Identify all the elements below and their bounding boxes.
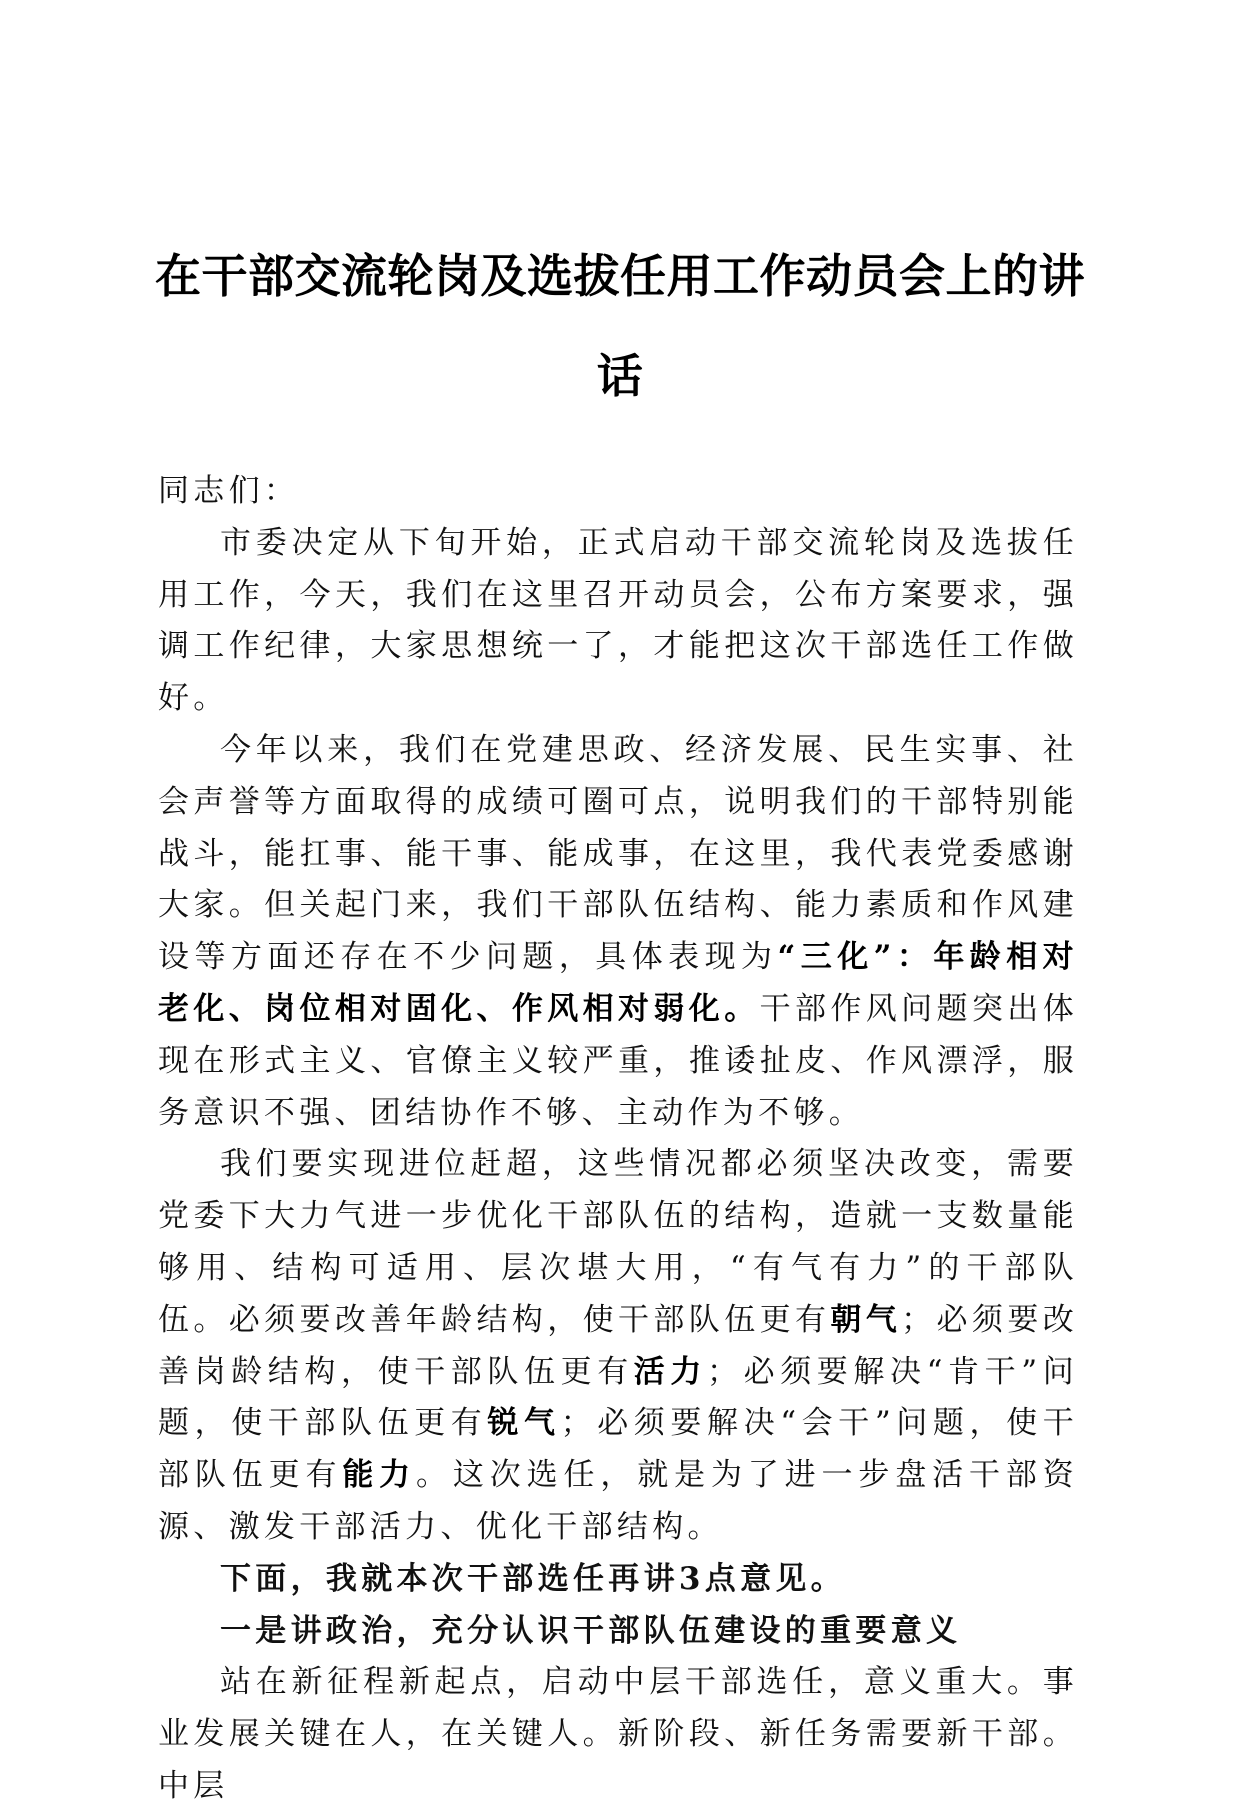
- paragraph-2-text-c: 干部作风问题突出体现在形式主义、官僚主义较严重，推诿扯皮、作风漂浮，服务意识不强、团结协作不够、主动作为不够。: [158, 990, 1078, 1131]
- paragraph-3-text-a: 我们要实现进位赶超，这些情况都必须坚决改变，需要党委下大力气进一步优化干部队伍的结构，造就一支数量能够用、结构可适用、层次堪大用，“有气有力”的干部队伍。必须要改善年龄结构，使干部队伍更有: [158, 1146, 1078, 1338]
- section-heading-1: 一是讲政治，充分认识干部队伍建设的重要意义: [220, 1612, 962, 1649]
- document-body: [158, 466, 1078, 1813]
- paragraph-3-text-c: ；必须要改善岗龄结构，使干部队伍更有: [158, 1301, 1079, 1390]
- paragraph-1: 市委决定从下旬开始，正式启动干部交流轮岗及选拔任用工作，今天，我们在这里召开动员会，公布方案要求，强调工作纪律，大家思想统一了，才能把这次干部选任工作做好。: [158, 524, 1078, 717]
- paragraph-4-intro: 下面，我就本次干部选任再讲3点意见。: [220, 1560, 846, 1597]
- paragraph-3-text-i: 。这次选任，就是为了进一步盘活干部资源、激发干部活力、优化干部结构。: [158, 1457, 1078, 1545]
- emphasis-nengli: 能力: [342, 1457, 417, 1494]
- emphasis-ruiqi: 锐气: [487, 1405, 561, 1442]
- emphasis-zhaoqi: 朝气: [830, 1301, 902, 1338]
- three-issues-emphasis: “三化”：年龄相对老化、岗位相对固化、作风相对弱化。: [158, 939, 1078, 1027]
- salutation: 同志们：: [158, 473, 300, 509]
- paragraph-5: 站在新征程新起点，启动中层干部选任，意义重大。事业发展关键在人，在关键人。新阶段、新任务需要新干部。中层: [158, 1664, 1078, 1804]
- paragraph-2-text-a: 今年以来，我们在党建思政、经济发展、民生实事、社会声誉等方面取得的成绩可圈可点，说明我们的干部特别能战斗，能扛事、能干事、能成事，在这里，我代表党委感谢大家。但关起门来，我们干部队伍结构、能力素质和作风建设等方面还存在不少问题，具体表现为: [158, 731, 1078, 976]
- paragraph-2: [158, 725, 1078, 1139]
- paragraph-3-text-g: ；必须要解决“会干”问题，使干部队伍更有: [158, 1405, 1078, 1494]
- emphasis-huoli: 活力: [633, 1353, 707, 1390]
- document-title: 在干部交流轮岗及选拔任用工作动员会上的讲话: [155, 249, 1085, 403]
- paragraph-3: [158, 1139, 1078, 1553]
- paragraph-3-text-e: ；必须要解决“肯干”问题，使干部队伍更有: [158, 1353, 1078, 1442]
